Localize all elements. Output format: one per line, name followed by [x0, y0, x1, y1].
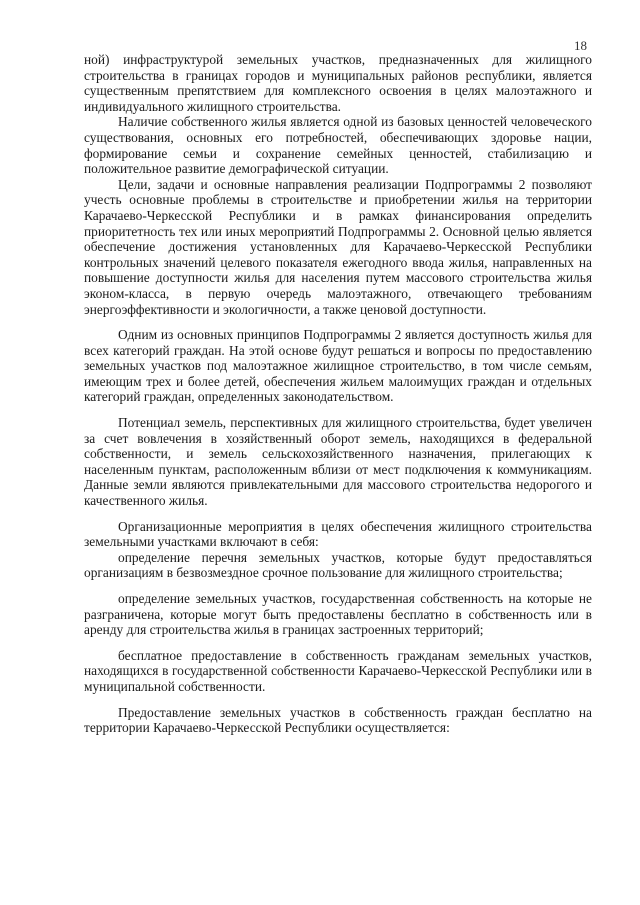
list-item-land-list: определение перечня земельных участков, которые будут предоставляться организациям в безвозмездное срочное пользование для жилищного строительства;	[84, 549, 592, 581]
paragraph-continuation: ной) инфраструктурой земельных участков, предназначенных для жилищного строительства в границах городов и муниципальных районов республики, является существенным препятствием для комплексного освоения в целях малоэтажного и индивидуального жилищного строительства.	[84, 52, 592, 114]
paragraph-principles: Одним из основных принципов Подпрограммы 2 является доступность жилья для всех категорий граждан. На этой основе будут решаться и вопросы по предоставлению земельных участков под малоэтажное жилищное строительство, в том числе семьям, имеющим трех и более детей, обеспечения жильем малоимущих граждан и отдельных категорий граждан, определенных законодательством.	[84, 327, 592, 405]
paragraph-housing-values: Наличие собственного жилья является одной из базовых ценностей человеческого существования, основных его потребностей, обеспечивающих здоровье нации, формирование семьи и сохранение семейных ценностей, стабилизацию и положительное развитие демографической ситуации.	[84, 114, 592, 177]
paragraph-land-potential: Потенциал земель, перспективных для жилищного строительства, будет увеличен за счет вовлечения в хозяйственный оборот земель, находящихся в федеральной собственности, и земель сельскохозяйственного назначения, прилегающих к населенным пунктам, расположенным вблизи от мест подключения к коммуникациям. Данные земли являются привлекательными для массового строительства недорогого и качественного жилья.	[84, 415, 592, 509]
paragraph-goals: Цели, задачи и основные направления реализации Подпрограммы 2 позволяют учесть основные проблемы в строительстве и приобретении жилья на территории Карачаево-Черкесской Республики и в рамках финансирования определить приоритетность тех или иных мероприятий Подпрограммы 2. Основной целью является обеспечение достижения установленных для Карачаево-Черкесской Республики контрольных значений целевого показателя ежегодного ввода жилья, направленных на повышение доступности жилья для населения путем массового строительства жилья эконом-класса, в первую очередь малоэтажного, отвечающего требованиям энергоэффективности и экологичности, а также ценовой доступности.	[84, 176, 592, 317]
list-item-state-land: определение земельных участков, государственная собственность на которые не разграничена, которые могут быть предоставлены бесплатно в собственность или в аренду для строительства жилья в границах застроенных территорий;	[84, 591, 592, 638]
document-body	[84, 52, 592, 736]
page-number: 18	[574, 38, 587, 53]
paragraph-organizational-measures: Организационные мероприятия в целях обеспечения жилищного строительства земельными участками включают в себя:	[84, 518, 592, 550]
list-item-free-provision: бесплатное предоставление в собственность гражданам земельных участков, находящихся в государственной собственности Карачаево-Черкесской Республики или в муниципальной собственности.	[84, 647, 592, 694]
paragraph-free-land-provision: Предоставление земельных участков в собственность граждан бесплатно на территории Карачаево-Черкесской Республики осуществляется:	[84, 704, 592, 736]
